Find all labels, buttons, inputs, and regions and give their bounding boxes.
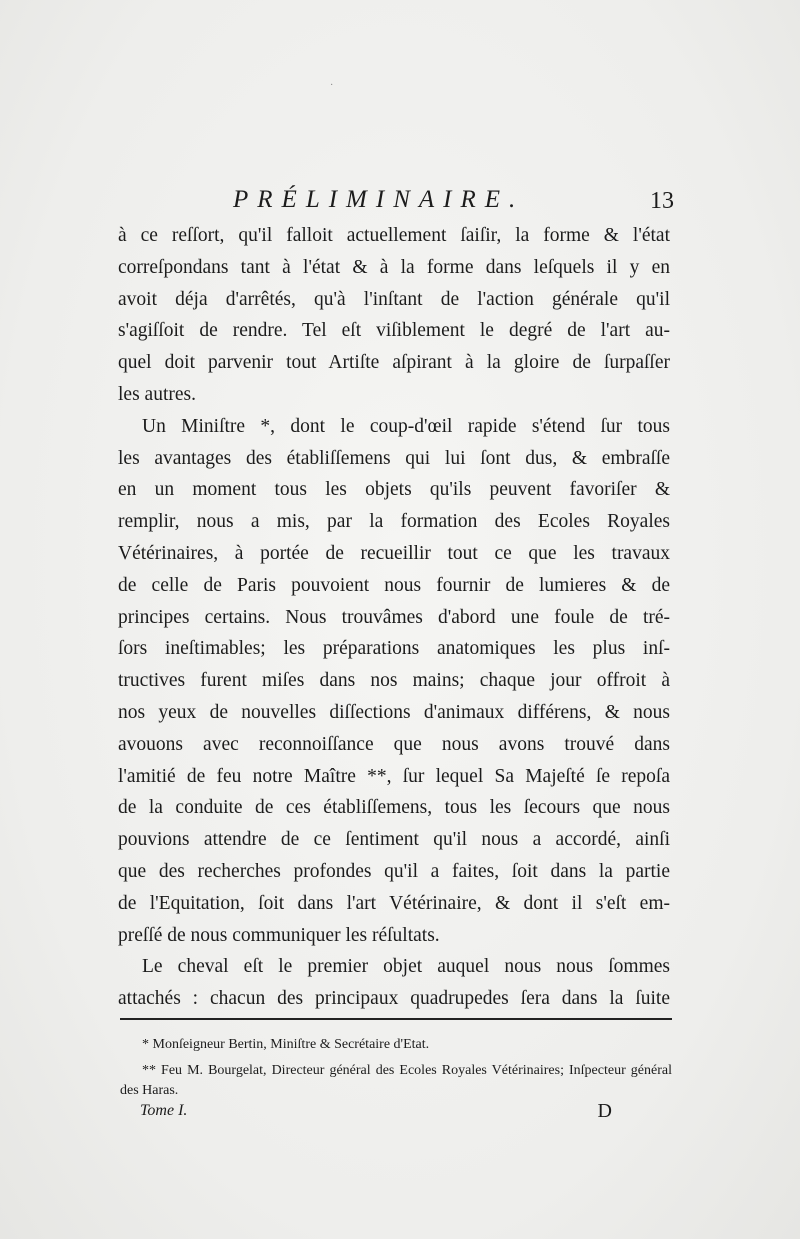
page-number: 13 [650, 188, 674, 214]
text-line: quel doit parvenir tout Artiſte aſpirant à la gloire de ſurpaſſer [118, 352, 670, 374]
text-line: correſpondans tant à l'état & à la forme dans leſquels il y en [118, 256, 670, 278]
text-line: remplir, nous a mis, par la formation des Ecoles Royales [118, 511, 670, 533]
page-header [118, 186, 680, 220]
text-line: nos yeux de nouvelles diſſections d'animaux différens, & nous [118, 701, 670, 723]
text-line: en un moment tous les objets qu'ils peuvent favoriſer & [118, 479, 670, 501]
running-title: PRÉLIMINAIRE. [233, 186, 525, 213]
text-line: avouons avec reconnoiſſance que nous avons trouvé dans [118, 733, 670, 755]
text-line: avoit déja d'arrêtés, qu'à l'inſtant de l'action générale qu'il [118, 288, 670, 310]
text-line: l'amitié de feu notre Maître **, ſur lequel Sa Majeſté ſe repoſa [118, 765, 670, 787]
text-line: les avantages des établiſſemens qui lui ſont dus, & embraſſe [118, 447, 670, 469]
text-line: principes certains. Nous trouvâmes d'abord une foule de tré- [118, 606, 670, 628]
text-line: que des recherches profondes qu'il a faites, ſoit dans la partie [118, 860, 670, 882]
signature-mark: D [597, 1100, 612, 1122]
text-line: Le cheval eſt le premier objet auquel nous nous ſommes [142, 956, 670, 978]
text-line: tructives furent miſes dans nos mains; chaque jour offroit à [118, 670, 670, 692]
footnote: ** Feu M. Bourgelat, Directeur général des Ecoles Royales Vétérinaires; Inſpecteur général des Haras. [120, 1063, 672, 1098]
footnote-rule [120, 1018, 672, 1020]
text-line: ſors ineſtimables; les préparations anatomiques les plus inſ- [118, 638, 670, 660]
ink-speck: · [330, 80, 334, 91]
text-line: de celle de Paris pouvoient nous fournir de lumieres & de [118, 574, 670, 596]
text-line: Un Miniſtre *, dont le coup-d'œil rapide s'étend ſur tous [142, 415, 670, 437]
text-line: les autres. [118, 383, 196, 405]
body-text [118, 220, 670, 1015]
text-line: à ce reſſort, qu'il falloit actuellement ſaiſir, la forme & l'état [118, 225, 670, 246]
footnotes [120, 1035, 672, 1107]
volume-label: Tome I. [140, 1102, 188, 1119]
page-footer [140, 1102, 612, 1128]
text-line: Vétérinaires, à portée de recueillir tout ce que les travaux [118, 542, 670, 564]
text-line: attachés : chacun des principaux quadrupedes ſera dans la ſuite [118, 988, 670, 1010]
text-line: preſſé de nous communiquer les réſultats. [118, 924, 440, 946]
text-line: de la conduite de ces établiſſemens, tous les ſecours que nous [118, 797, 670, 819]
text-line: de l'Equitation, ſoit dans l'art Vétérinaire, & dont il s'eſt em- [118, 892, 670, 914]
footnote: * Monſeigneur Bertin, Miniſtre & Secrétaire d'Etat. [142, 1037, 430, 1052]
text-line: s'agiſſoit de rendre. Tel eſt viſiblement le degré de l'art au- [118, 320, 670, 342]
text-line: pouvions attendre de ce ſentiment qu'il nous a accordé, ainſi [118, 829, 670, 851]
